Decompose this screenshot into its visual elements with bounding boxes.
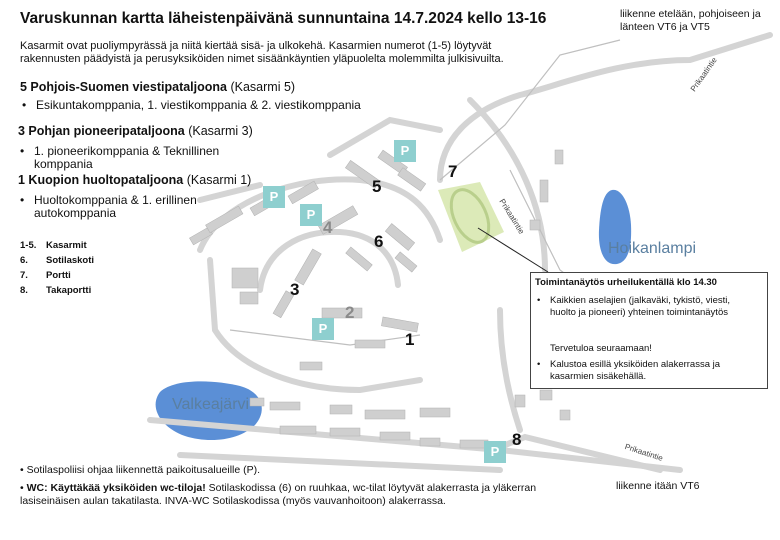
footer-wc-text: Sotilaskodissa (6) on ruuhkaa, wc-tilat löytyvät alakerrasta ja yläkerran lasiseinäisen aulan takatilasta. INVA-WC Sotilaskodissa (myös vauvanhoitoon) alakerrassa. <box>20 482 537 507</box>
legend-value: Kasarmit <box>46 240 87 251</box>
info-item: • Kaikkien aselajien (jalkaväki, tykistö, viesti, huolto ja pioneeri) yhteinen toimintanäytös <box>550 295 750 318</box>
intro-text: Kasarmit ovat puoliympyrässä ja niitä kiertää sisä- ja ulkokehä. Kasarmien numerot (1-5) löytyvät rakennusten päädyistä ja perusyksiköiden nimet sisäänkäyntien yläpuolelta molemmilta julkisivuilta. <box>20 40 504 65</box>
unit-5-barracks: (Kasarmi 5) <box>230 80 296 94</box>
parking-marker: P <box>312 318 334 340</box>
barracks-4-label: 4 <box>323 218 333 237</box>
parking-marker: P <box>300 204 322 226</box>
parking-marker: P <box>394 140 416 162</box>
footer-police-text: Sotilaspoliisi ohjaa liikennettä paikoitusalueille (P). <box>26 464 261 476</box>
gate-7-label: 7 <box>448 162 458 181</box>
legend-item <box>20 240 87 251</box>
road-label: Prikaatintie <box>688 55 719 94</box>
unit-5-name: 5 Pohjois-Suomen viestipataljoona <box>20 80 227 94</box>
demo-info-box <box>530 272 768 389</box>
lake-valkeajarvi-label: Valkeajärvi <box>172 396 250 413</box>
barracks-3-label: 3 <box>290 280 300 299</box>
back-gate-8-label: 8 <box>512 430 522 449</box>
unit-3-name: 3 Pohjan pioneeripataljoona <box>18 124 185 138</box>
info-heading: Toimintanäytös urheilukentällä klo 14.30 <box>535 277 717 288</box>
unit-5-companies: • Esikuntakomppania, 1. viestikomppania & 2. viestikomppania <box>36 99 436 112</box>
barracks-1-label: 1 <box>405 330 415 349</box>
parking-marker: P <box>263 186 285 208</box>
unit-1-barracks: (Kasarmi 1) <box>186 173 252 187</box>
info-pointer-line <box>478 228 548 272</box>
unit-1-name: 1 Kuopion huoltopataljoona <box>18 173 184 187</box>
road-label: Prikaatintie <box>623 442 665 463</box>
parking-marker: P <box>484 441 506 463</box>
legend-item <box>20 285 91 296</box>
barracks-2-label: 2 <box>345 303 355 322</box>
unit-3-barracks: (Kasarmi 3) <box>188 124 253 138</box>
legend-key: 8. <box>20 285 28 296</box>
traffic-south-note: liikenne etelään, pohjoiseen ja länteen VT6 ja VT5 <box>620 8 761 33</box>
footer-wc-bold: WC: Käyttäkää yksiköiden wc-tiloja! <box>26 482 206 494</box>
legend-value: Portti <box>46 270 71 281</box>
legend-value: Takaportti <box>46 285 92 296</box>
unit-1-companies: • Huoltokomppania & 1. erillinen autokomppania <box>34 194 214 220</box>
unit-3-heading <box>18 124 253 138</box>
unit-1-heading <box>18 173 251 187</box>
traffic-east-note: liikenne itään VT6 <box>616 480 700 492</box>
page-title: Varuskunnan kartta läheistenpäivänä sunnuntaina 14.7.2024 kello 13-16 <box>20 10 547 27</box>
legend-key: 6. <box>20 255 28 266</box>
info-item: • Kalustoa esillä yksiköiden alakerrassa ja kasarmien sisäkehällä. <box>550 359 750 382</box>
unit-3-companies: • 1. pioneerikomppania & Teknillinen komppania <box>34 145 234 171</box>
legend-item <box>20 255 94 266</box>
sotilaskoti-6-label: 6 <box>374 232 384 251</box>
info-welcome: Tervetuloa seuraamaan! <box>550 343 652 354</box>
footer-police-note: • Sotilaspoliisi ohjaa liikennettä paikoitusalueille (P). <box>20 464 261 476</box>
legend-value: Sotilaskoti <box>46 255 95 266</box>
barracks-5-label: 5 <box>372 177 382 196</box>
unit-5-heading <box>20 80 295 94</box>
legend-item <box>20 270 71 281</box>
footer-wc-note: • WC: Käyttäkää yksiköiden wc-tiloja! Sotilaskodissa (6) on ruuhkaa, wc-tilat löytyvät alakerrasta ja yläkerran lasiseinäisen aulan takatilasta. INVA-WC Sotilaskodissa (myös vauvanhoitoon) alakerrassa. <box>20 482 537 507</box>
road-label: Prikaatintie <box>497 197 527 236</box>
legend-key: 7. <box>20 270 28 281</box>
legend-key: 1-5. <box>20 240 37 251</box>
lake-hoikanlampi-label: Hoikanlampi <box>608 240 697 257</box>
